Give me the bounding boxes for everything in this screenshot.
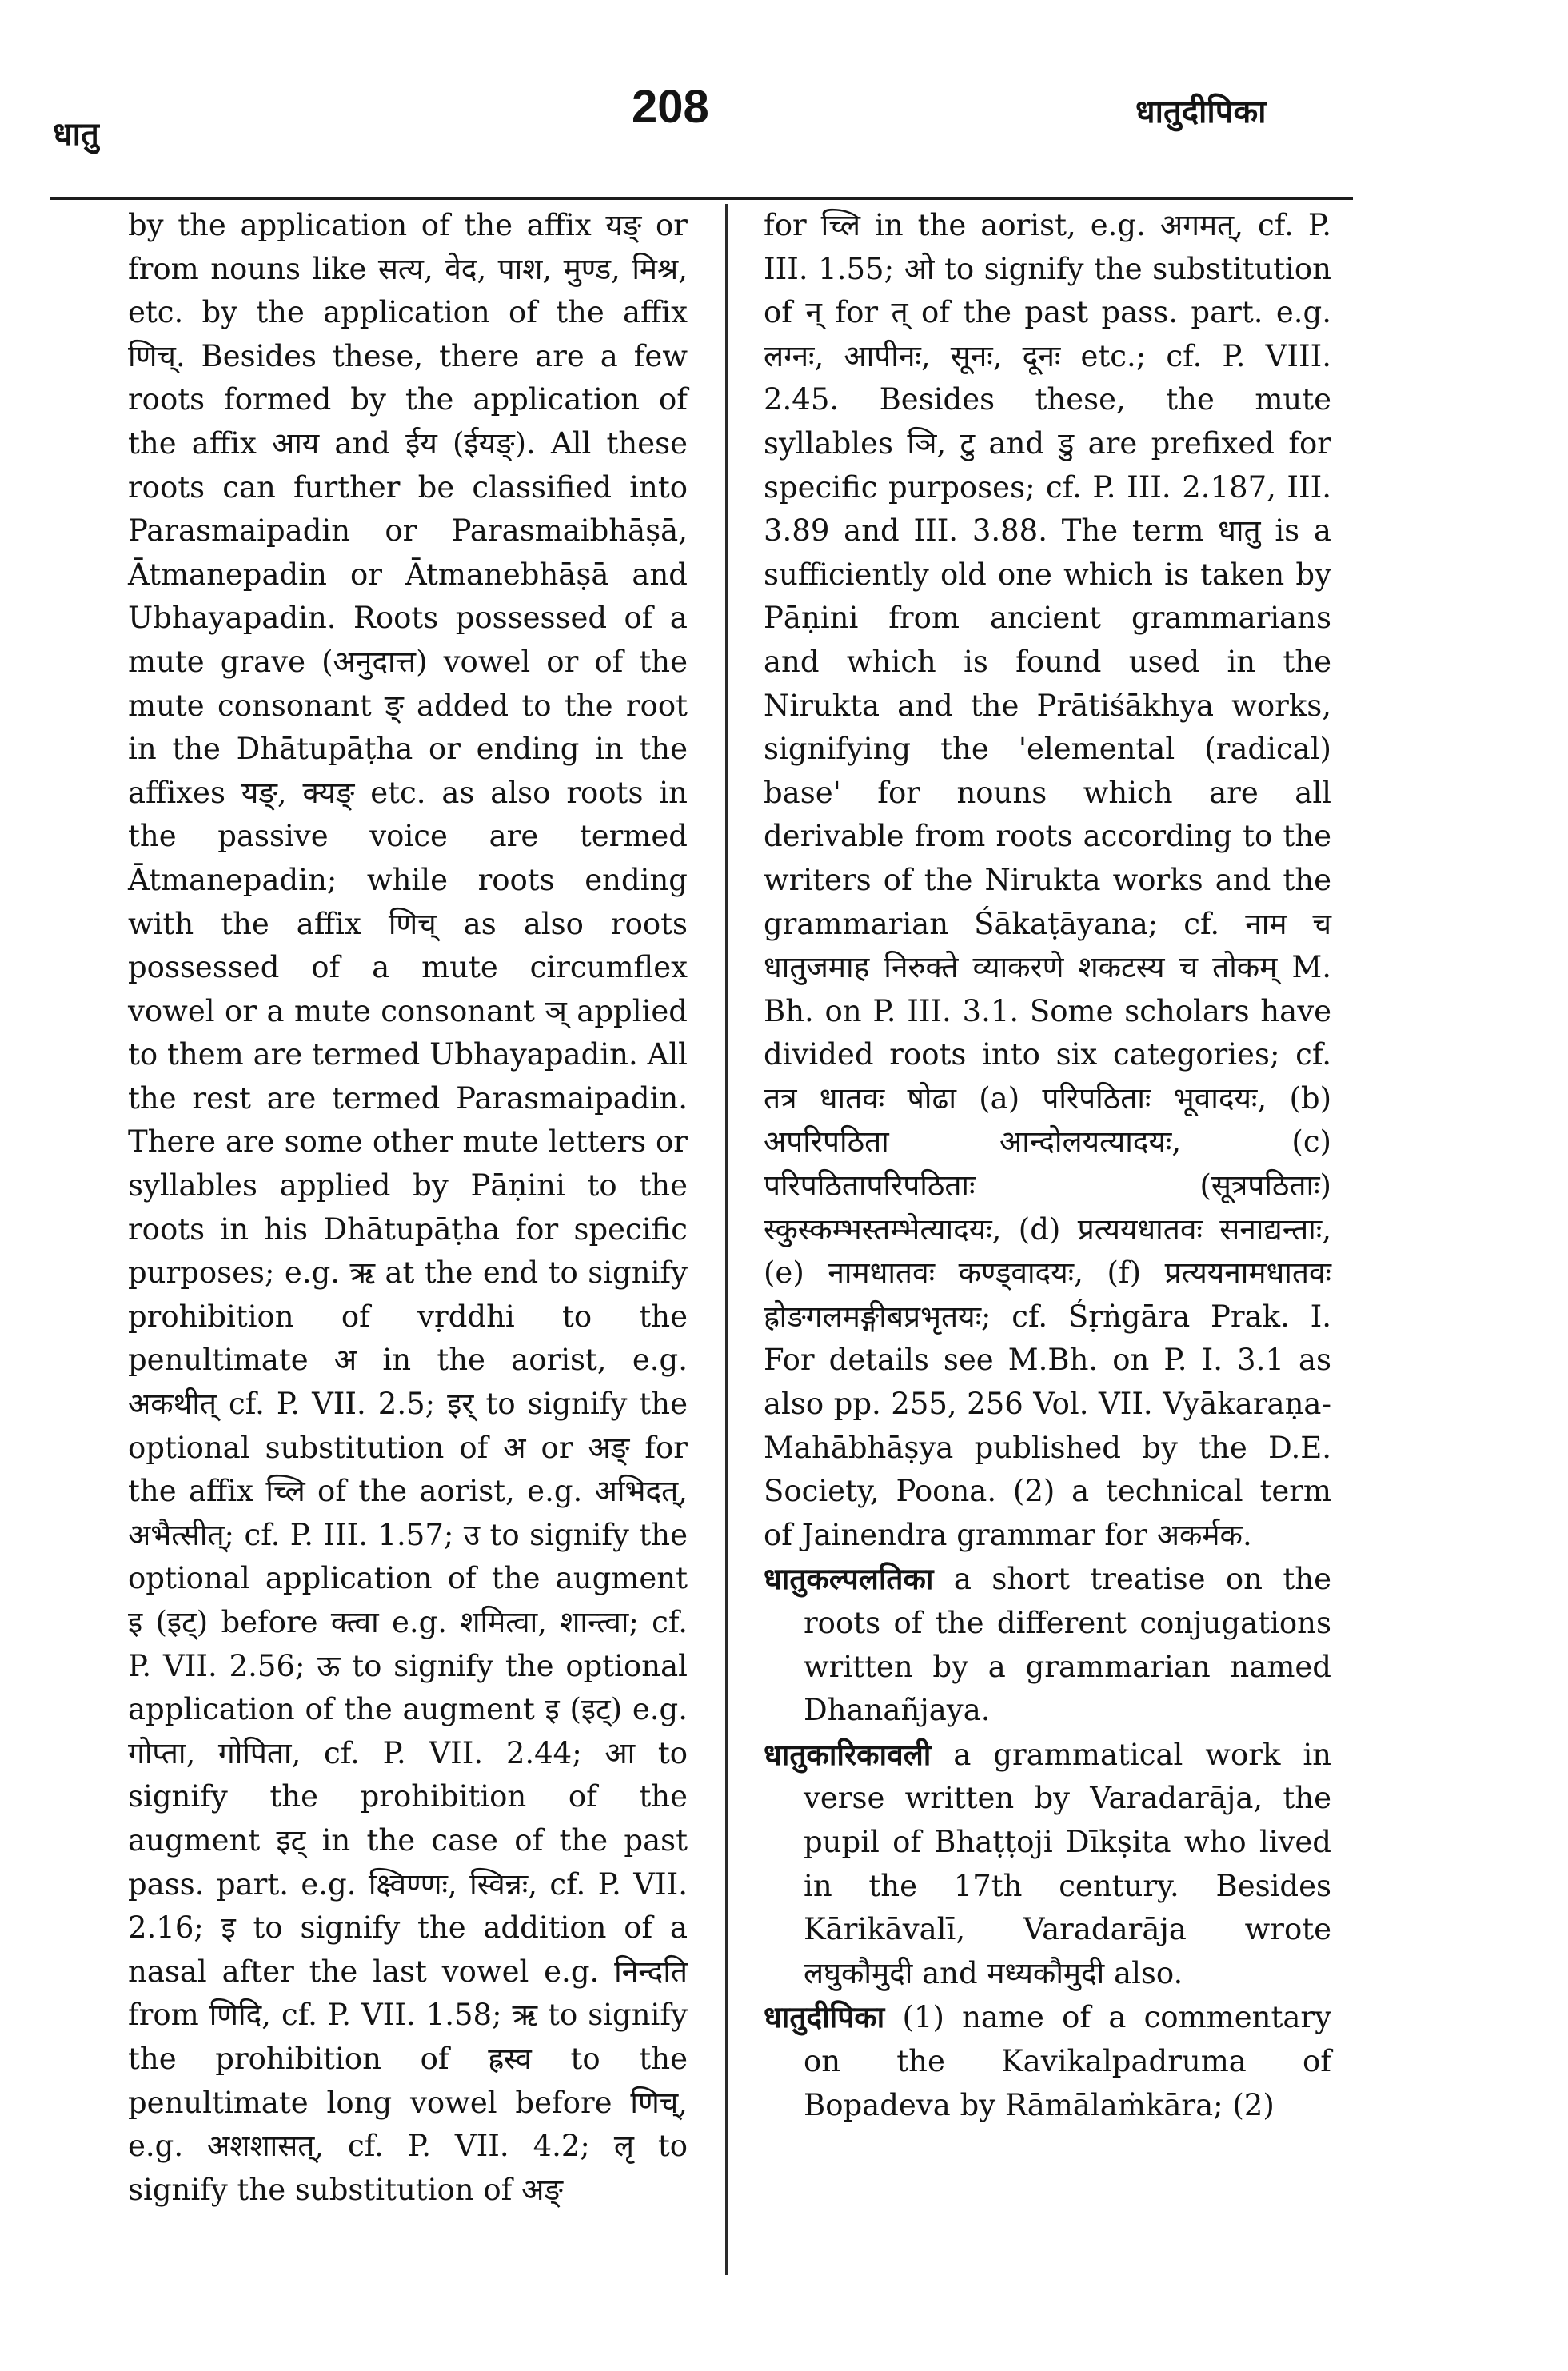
entry-definition: a short treatise on the roots of the different conjugations written by a grammarian named Dhanañjaya. xyxy=(804,1562,1331,1728)
entry-headword: धातुकल्पलतिका xyxy=(764,1561,934,1597)
left-column-text: by the application of the affix यङ् or from nouns like सत्य, वेद, पाश, मुण्ड, मिश्र, etc. by the application of the affix णिच्. Besides these, there are a few roots formed by the application of the affix आय and ईय (ईयङ्). All these roots can further be classified into Parasmaipadin or Parasmaibhāṣā, Ātmanepadin or Ātmanebhāṣā and Ubhayapadin. Roots possessed of a mute grave (अनुदात्त) vowel or of the mute consonant ङ् added to the root in the Dhātupāṭha or ending in the affixes यङ्, क्यङ् etc. as also roots in the passive voice are termed Ātmanepadin; while roots ending with the affix णिच् as also roots possessed of a mute circumflex vowel or a mute consonant ञ् applied to them are termed Ubhayapadin. All the rest are termed Parasmaipadin. There are some other mute letters or syllables applied by Pāṇini to the roots in his Dhātupāṭha for specific purposes; e.g. ऋ at the end to signify prohibition of vṛddhi to the penultimate अ in the aorist, e.g. अकथीत् cf. P. VII. 2.5; इर् to signify the optional substitution of अ or अङ् for the affix च्लि of the aorist, e.g. अभिदत्, अभैत्सीत्; cf. P. III. 1.57; उ to signify the optional application of the augment इ (इट्) before क्त्वा e.g. शमित्वा, शान्त्वा; cf. P. VII. 2.56; ऊ to signify the optional application of the augment इ (इट्) e.g. गोप्ता, गोपिता, cf. P. VII. 2.44; आ to signify the prohibition of the augment इट् in the case of the past pass. part. e.g. क्ष्विण्णः, स्विन्नः, cf. P. VII. 2.16; इ to signify the addition of a nasal after the last vowel e.g. निन्दति from णिदि, cf. P. VII. 1.58; ऋ to signify the prohibition of ह्रस्व to the penultimate long vowel before णिच्, e.g. अशशासत्, cf. P. VII. 4.2; लृ to signify the substitution of अङ् xyxy=(128,208,688,2207)
left-column xyxy=(128,204,688,2212)
continued-entry-text: for च्लि in the aorist, e.g. अगमत्, cf. P. III. 1.55; ओ to signify the substitution of न् for त् of the past pass. part. e.g. लग्नः, आपीनः, सूनः, दूनः etc.; cf. P. VIII. 2.45. Besides these, the mute syllables ञि, टु and डु are prefixed for specific purposes; cf. P. III. 2.187, III. 3.89 and III. 3.88. The term धातु is a sufficiently old one which is taken by Pāṇini from ancient grammarians and which is found used in the Nirukta and the Prātiśākhya works, signifying the 'elemental (radical) base' for nouns which are all derivable from roots according to the writers of the Nirukta works and the grammarian Śākaṭāyana; cf. नाम च धातुजमाह निरुक्ते व्याकरणे शकटस्य च तोकम् M. Bh. on P. III. 3.1. Some scholars have divided roots into six categories; cf. तत्र धातवः षोढा (a) परिपठिताः भूवादयः, (b) अपरिपठिता आन्दोलयत्यादयः, (c) परिपठितापरिपठिताः (सूत्रपठिताः) स्कुस्कम्भस्तम्भेत्यादयः, (d) प्रत्ययधातवः सनाद्यन्ताः, (e) नामधातवः कण्ड्वादयः, (f) प्रत्ययनामधातवः ह्रोङगलमङ्गीबप्रभृतयः; cf. Śṛṅgāra Prak. I. For details see M.Bh. on P. I. 3.1 as also pp. 255, 256 Vol. VII. Vyākaraṇa-Mahābhāṣya published by the D.E. Society, Poona. (2) a technical term of Jainendra grammar for अकर्मक. xyxy=(764,208,1331,1552)
running-head-right: धातुदीपिका xyxy=(1135,93,1267,130)
page-header xyxy=(0,0,1568,192)
dictionary-entry xyxy=(764,1995,1331,2127)
header-rule xyxy=(50,197,1353,200)
entry-definition: (1) name of a commentary on the Kavikalpadruma of Bopadeva by Rāmālaṁkāra; (2) xyxy=(804,2000,1331,2122)
entry-headword: धातुदीपिका xyxy=(764,1999,885,2035)
entry-headword: धातुकारिकावली xyxy=(764,1736,932,1772)
right-column xyxy=(764,204,1331,2127)
column-divider xyxy=(725,204,728,2275)
entry-definition: a grammatical work in verse written by Varadarāja, the pupil of Bhaṭṭoji Dīkṣita who lived in the 17th century. Besides Kārikāvalī, Varadarāja wrote लघुकौमुदी and मध्यकौमुदी also. xyxy=(804,1737,1331,1990)
running-head-left: धातु xyxy=(53,115,99,153)
page-number: 208 xyxy=(632,81,709,133)
dictionary-entry xyxy=(764,1557,1331,1732)
dictionary-entry xyxy=(764,1733,1331,1996)
